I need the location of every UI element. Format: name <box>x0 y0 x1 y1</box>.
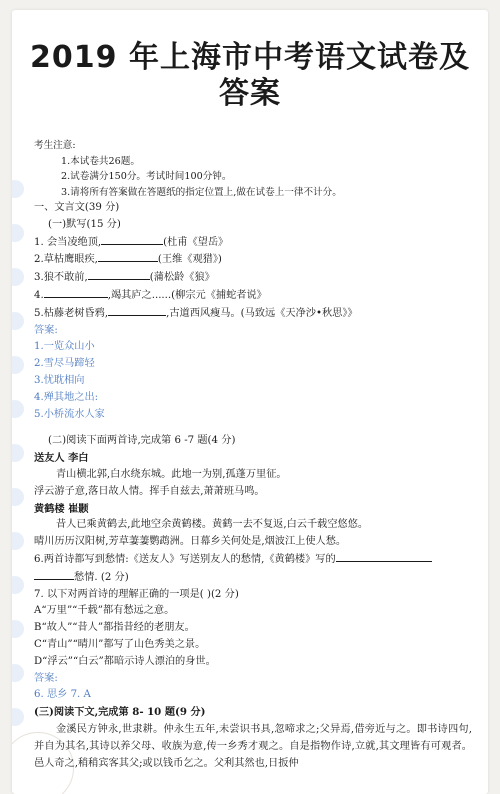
poem-title: 黄鹤楼 崔颢 <box>34 502 89 515</box>
notice-item: 1.本试卷共26题。 <box>61 155 140 167</box>
subsection-heading: (三)阅读下文,完成第 8- 10 题(9 分) <box>34 706 206 719</box>
exam-content <box>34 138 472 772</box>
notice-heading: 考生注意: <box>34 140 76 151</box>
poem-line: 晴川历历汉阳树,芳草萋萋鹦鹉洲。日幕乡关何处是,烟波江上使人愁。 <box>34 536 347 548</box>
answer-label: 答案: <box>34 672 58 684</box>
option-b: B“故人”“昔人”都指昔经的老朋友。 <box>34 622 195 634</box>
answer-blank <box>336 551 432 562</box>
option-d: D“浮云”“白云”都暗示诗人漂泊的身世。 <box>34 655 216 667</box>
question-6-cont: 愁情. (2 分) <box>34 569 472 587</box>
notice-item: 3.请将所有答案做在答题纸的指定位置上,做在试卷上一律不计分。 <box>61 186 342 198</box>
passage-text: 金溪民方钟永,世隶耕。仲永生五年,未尝识书具,忽啼求之;父异焉,借旁近与之。即书诗四句,并自为其名,其诗以养父母、收族为意,传一乡秀才观之。自是指物作诗,立就,其文理皆有可观者。邑人奇之,稍稍宾客其父;或以钱币乞之。父利其然也,日扳仲 <box>34 723 472 769</box>
answer-item: 2.雪尽马蹄轻 <box>34 358 95 370</box>
poem-title: 送友人 李白 <box>34 452 89 465</box>
answer-item: 4.殚其地之出: <box>34 391 99 403</box>
answer-blank <box>108 305 166 316</box>
answer-blank <box>101 234 163 245</box>
question-1: 1. 会当凌绝顶, (杜甫《望岳》 <box>34 234 472 252</box>
question-4: 4. ,竭其庐之......(柳宗元《捕蛇者说》 <box>34 287 472 305</box>
answer-item: 3.忧耽相向 <box>34 374 85 386</box>
decorative-dots <box>12 180 24 740</box>
poem-line: 浮云游子意,落日故人情。挥手自兹去,萧萧班马鸣。 <box>34 485 265 497</box>
subsection-heading: (一)默写(15 分) <box>48 218 121 230</box>
answer-item: 6. 思乡 7. A <box>34 689 91 701</box>
answer-item: 1.一览众山小 <box>34 341 95 353</box>
question-5: 5.枯藤老树昏鸦, ,古道西风瘦马。(马致远《天净沙•秋思》》 <box>34 305 472 323</box>
poem-line: 青山横北郭,白水绕东城。此地一为别,孤蓬万里征。 <box>56 468 287 480</box>
question-7: 7. 以下对两首诗的理解正确的一项是( )(2 分) <box>34 588 239 600</box>
page-title: 2019 年上海市中考语文试卷及 答案 <box>30 40 470 111</box>
option-a: A“万里”“千载”都有愁远之意。 <box>34 605 175 617</box>
question-3: 3.狼不敢前, (蒲松龄《狼》 <box>34 269 472 287</box>
answer-item: 5.小桥流水人家 <box>34 408 105 420</box>
answer-label: 答案: <box>34 324 58 336</box>
answer-blank <box>44 287 108 298</box>
answer-blank <box>34 569 74 580</box>
document-page <box>12 10 488 794</box>
option-c: C“青山”“晴川”都写了山色秀美之景。 <box>34 638 206 650</box>
question-6: 6.两首诗都写到愁情:《送友人》写送别友人的愁情,《黄鹤楼》写的 <box>34 551 472 569</box>
question-2: 2.草枯鹰眼疾, (王维《观猎》) <box>34 251 472 269</box>
poem-line: 昔人已乘黄鹤去,此地空余黄鹤楼。黄鹤一去不复返,白云千载空悠悠。 <box>56 519 369 531</box>
subsection-heading: (二)阅读下面两首诗,完成第 6 -7 题(4 分) <box>48 435 236 447</box>
answer-blank <box>88 269 150 280</box>
section-heading: 一、文言文(39 分) <box>34 202 120 213</box>
answer-blank <box>98 251 158 262</box>
notice-item: 2.试卷满分150分。考试时间100分钟。 <box>61 171 232 182</box>
